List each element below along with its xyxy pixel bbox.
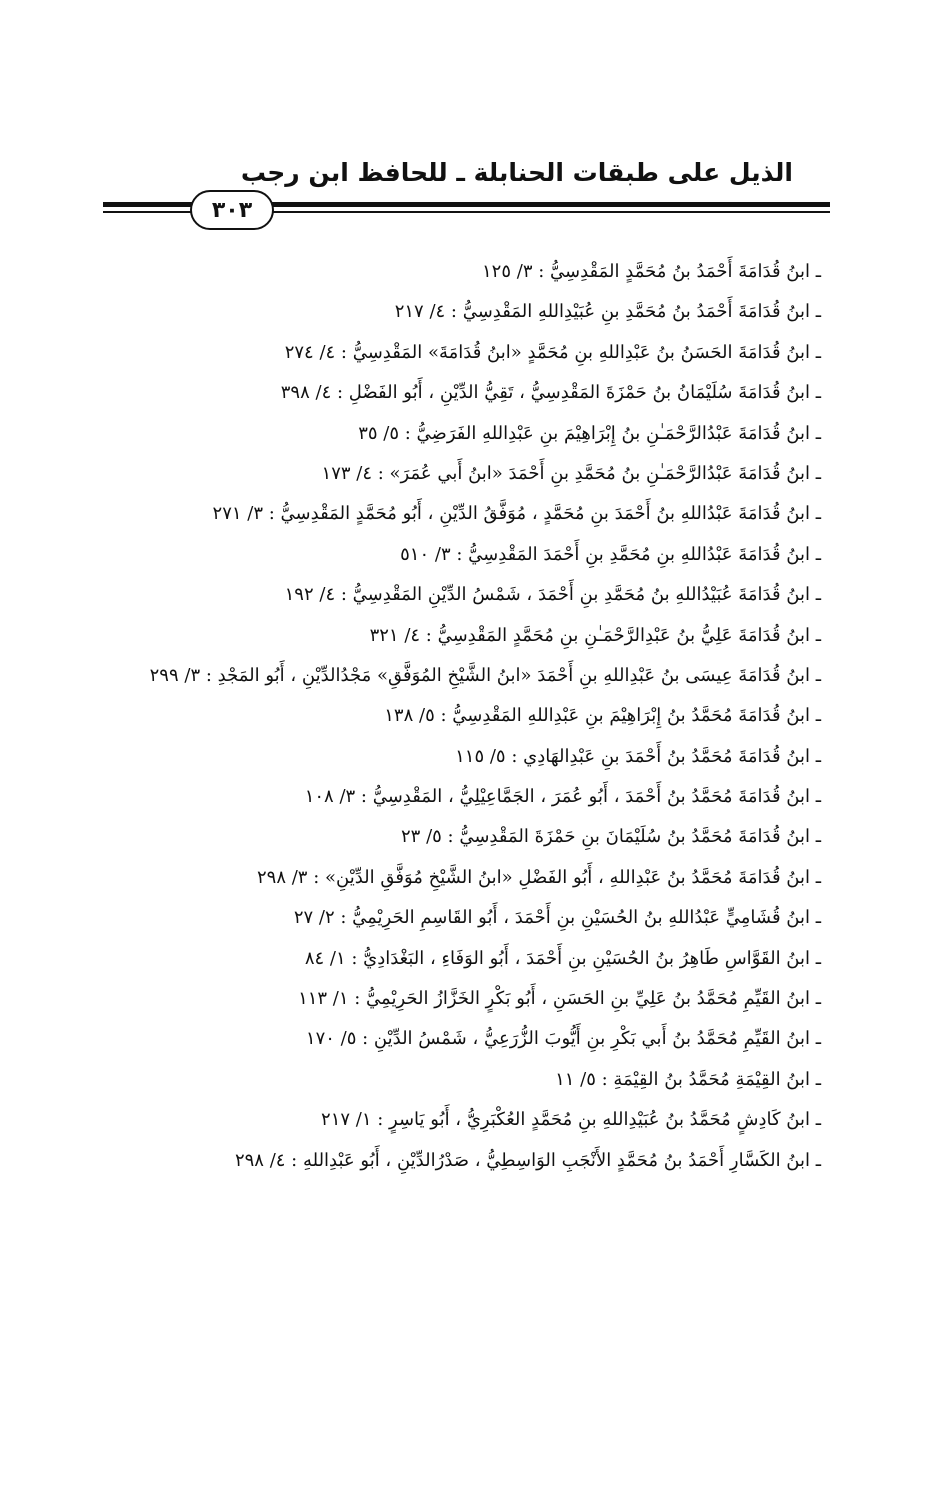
- index-entry-text: ـ ابنُ قُدَامَةَ مُحَمَّدُ بنُ أَحْمَدَ بنِ عَبْدِالهَادِي : ٥/ ١١٥: [455, 745, 821, 767]
- index-entry: [121, 494, 821, 534]
- index-entry-text: ـ ابنُ الكَسَّارِ أَحْمَدُ بنُ مُحَمَّدٍ الأَنْجَبِ الوَاسِطِيُّ ، صَدْرُالدِّيْنِ ، أَبُو عَبْدِاللهِ : ٤/ ٢٩٨: [234, 1149, 821, 1171]
- index-entry-text: ـ ابنُ قُدَامَةَ مُحَمَّدُ بنُ إِبْرَاهِيْمَ بنِ عَبْدِاللهِ المَقْدِسِيُّ : ٥/ ١٣٨: [384, 705, 821, 727]
- index-entry: [121, 1019, 821, 1059]
- running-header-title: الذيل على طبقات الحنابلة ـ للحافظ ابن رجب: [240, 158, 793, 187]
- index-entry-text: ـ ابنُ قُدَامَةَ عَبْدُاللهِ بنُ أَحْمَدَ بنِ مُحَمَّدٍ ، مُوَفَّقُ الدِّيْنِ ، أَبُو مُحَمَّدٍ المَقْدِسِيُّ : ٣/ ٢٧١: [212, 503, 821, 525]
- index-entry: [121, 252, 821, 292]
- index-entry: [121, 737, 821, 777]
- index-entry: [121, 1100, 821, 1140]
- index-entry: [121, 616, 821, 656]
- index-entry: [121, 535, 821, 575]
- index-entry: [121, 333, 821, 373]
- index-entry: [121, 1060, 821, 1100]
- index-entry-text: ـ ابنُ القَيِّمِ مُحَمَّدُ بنُ عَلِيِّ بنِ الحَسَنِ ، أَبُو بَكْرٍ الخَزَّازُ الحَرِيْمِيُّ : ١/ ١١٣: [298, 988, 821, 1010]
- index-entry-text: ـ ابنُ قُدَامَةَ عَلِيُّ بنُ عَبْدِالرَّحْمَـٰنِ بنِ مُحَمَّدٍ المَقْدِسِيُّ : ٤/ ٣٢١: [369, 624, 821, 646]
- page-number: ٣٠٣: [190, 190, 274, 230]
- index-entry-text: ـ ابنُ القِيْمَةِ مُحَمَّدُ بنُ القِيْمَةِ : ٥/ ١١: [555, 1068, 821, 1090]
- index-entry: [121, 817, 821, 857]
- index-entry: [121, 1141, 821, 1181]
- index-entry-text: ـ ابنُ قُدَامَةَ أَحْمَدُ بنُ مُحَمَّدِ بنِ عُبَيْدِاللهِ المَقْدِسِيُّ : ٤/ ٢١٧: [394, 301, 821, 323]
- index-entry: [121, 656, 821, 696]
- index-entry-text: ـ ابنُ قُدَامَةَ عِيسَى بنُ عَبْدِاللهِ بنِ أَحْمَدَ «ابنُ الشَّيْخِ المُوَفَّقِ» مَجْدُالدِّيْنِ ، أَبُو المَجْدِ : ٣/ ٢٩٩: [149, 664, 821, 686]
- index-entry-text: ـ ابنُ قُدَامَةَ عَبْدُاللهِ بنِ مُحَمَّدِ بنِ أَحْمَدَ المَقْدِسِيُّ : ٣/ ٥١٠: [400, 543, 821, 565]
- index-entry: [121, 373, 821, 413]
- index-entry: [121, 292, 821, 332]
- index-entry-text: ـ ابنُ قُدَامَةَ عَبْدُالرَّحْمَـٰنِ بنُ إِبْرَاهِيْمَ بنِ عَبْدِاللهِ الفَرَضِيُّ : ٥/ ٣٥: [358, 422, 821, 444]
- index-entry: [121, 979, 821, 1019]
- index-entry: [121, 454, 821, 494]
- index-entry: [121, 575, 821, 615]
- index-entry-text: ـ ابنُ قُدَامَةَ أَحْمَدُ بنُ مُحَمَّدٍ المَقْدِسِيُّ : ٣/ ١٢٥: [482, 261, 821, 282]
- index-entry: [121, 858, 821, 898]
- index-entry: [121, 777, 821, 817]
- index-entry: [121, 414, 821, 454]
- index-entry-text: ـ ابنُ قُدَامَةَ الحَسَنُ بنُ عَبْدِاللهِ بنِ مُحَمَّدٍ «ابنُ قُدَامَةَ» المَقْدِسِيُّ : ٤/ ٢٧٤: [284, 341, 821, 363]
- index-entry: [121, 898, 821, 938]
- index-entries-list: [121, 252, 821, 1181]
- index-entry-text: ـ ابنُ قُدَامَةَ عَبْدُالرَّحْمَـٰنِ بنُ مُحَمَّدِ بنِ أَحْمَدَ «ابنُ أَبي عُمَرَ» : ٤/ ١٧٣: [321, 462, 821, 484]
- index-entry-text: ـ ابنُ قُدَامَةَ سُلَيْمَانُ بنُ حَمْزَةَ المَقْدِسِيُّ ، تَقِيُّ الدِّيْنِ ، أَبُو الفَضْلِ : ٤/ ٣٩٨: [280, 382, 821, 404]
- index-entry-text: ـ ابنُ قُدَامَةَ عُبَيْدُاللهِ بنُ مُحَمَّدِ بنِ أَحْمَدَ ، شَمْسُ الدِّيْنِ المَقْدِسِيُّ : ٤/ ١٩٢: [284, 584, 821, 606]
- index-entry-text: ـ ابنُ قُدَامَةَ مُحَمَّدُ بنُ أَحْمَدَ ، أَبُو عُمَرَ ، الجَمَّاعِيْلِيُّ ، المَقْدِسِيُّ : ٣/ ١٠٨: [304, 786, 821, 808]
- index-entry-text: ـ ابنُ القَوَّاسِ طَاهِرُ بنُ الحُسَيْنِ بنِ أَحْمَدَ ، أَبُو الوَفَاءِ ، البَغْدَادِيُّ : ١/ ٨٤: [304, 947, 821, 969]
- index-entry-text: ـ ابنُ قُدَامَةَ مُحَمَّدُ بنُ عَبْدِاللهِ ، أَبُو الفَضْلِ «ابنُ الشَّيْخِ مُوَفَّقِ الدِّيْنِ» : ٣/ ٢٩٨: [256, 866, 821, 888]
- index-entry: [121, 939, 821, 979]
- index-entry-text: ـ ابنُ القَيِّمِ مُحَمَّدُ بنُ أَبي بَكْرِ بنِ أَيُّوبَ الزُّرَعِيُّ ، شَمْسُ الدِّيْنِ : ٥/ ١٧٠: [305, 1028, 821, 1050]
- index-entry-text: ـ ابنُ كَادِشٍ مُحَمَّدُ بنُ عُبَيْدِاللهِ بنِ مُحَمَّدٍ العُكْبَرِيُّ ، أَبُو يَاسِرٍ : ١/ ٢١٧: [321, 1109, 821, 1131]
- index-entry-text: ـ ابنُ قُدَامَةَ مُحَمَّدُ بنُ سُلَيْمَانَ بنِ حَمْزَةَ المَقْدِسِيُّ : ٥/ ٢٣: [401, 826, 821, 848]
- index-entry: [121, 696, 821, 736]
- index-entry-text: ـ ابنُ قُشَامِيٍّ عَبْدُاللهِ بنُ الحُسَيْنِ بنِ أَحْمَدَ ، أَبُو القَاسِمِ الحَرِيْمِيُّ : ٢/ ٢٧: [293, 907, 821, 929]
